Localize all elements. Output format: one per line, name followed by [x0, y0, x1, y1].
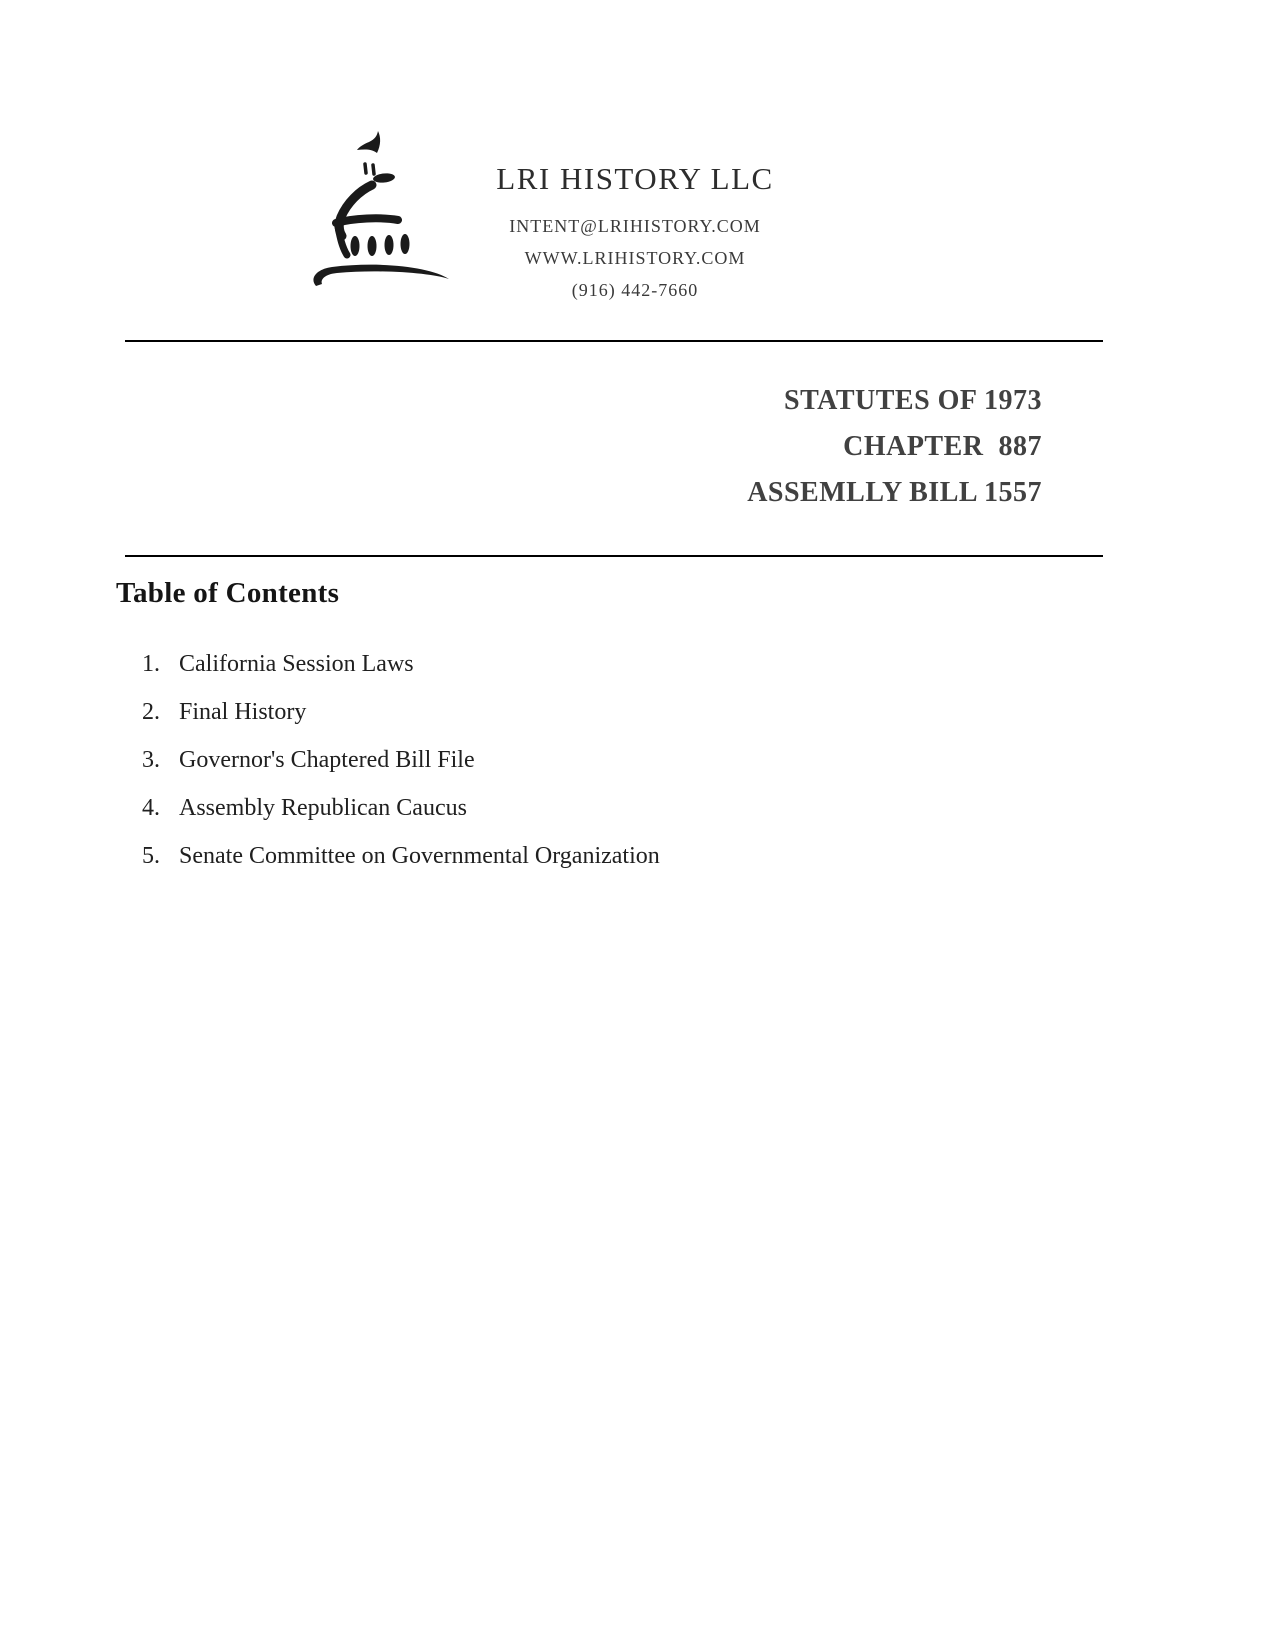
toc-item [142, 650, 660, 678]
toc-item-number: 1. [142, 651, 160, 677]
toc-heading: Table of Contents [116, 577, 340, 609]
company-email: INTENT@LRIHISTORY.COM [509, 216, 761, 236]
toc-item-number: 2. [142, 699, 160, 725]
toc-item-number: 4. [142, 795, 160, 821]
toc-item-label: California Session Laws [179, 651, 414, 677]
toc-item [142, 842, 660, 870]
toc-item-number: 3. [142, 747, 160, 773]
toc-item [142, 698, 660, 726]
divider-bottom [125, 555, 1103, 557]
toc-item-number: 5. [142, 843, 160, 869]
letterhead [420, 160, 850, 306]
toc-item [142, 746, 660, 774]
toc-item-label: Assembly Republican Caucus [179, 795, 467, 821]
company-name: LRI HISTORY LLC [496, 161, 774, 196]
bill-line: ASSEMLLY BILL 1557 [747, 477, 1042, 508]
toc-item-label: Final History [179, 699, 307, 725]
toc-item-label: Governor's Chaptered Bill File [179, 747, 475, 773]
company-phone: (916) 442-7660 [571, 280, 699, 300]
chapter-line: CHAPTER 887 [843, 431, 1042, 462]
toc-item-label: Senate Committee on Governmental Organization [179, 843, 660, 869]
company-website: WWW.LRIHISTORY.COM [524, 248, 746, 268]
toc-list [142, 650, 660, 890]
document-info [747, 378, 1042, 516]
divider-top [125, 340, 1103, 342]
toc-item [142, 794, 660, 822]
statutes-line: STATUTES OF 1973 [784, 385, 1042, 416]
